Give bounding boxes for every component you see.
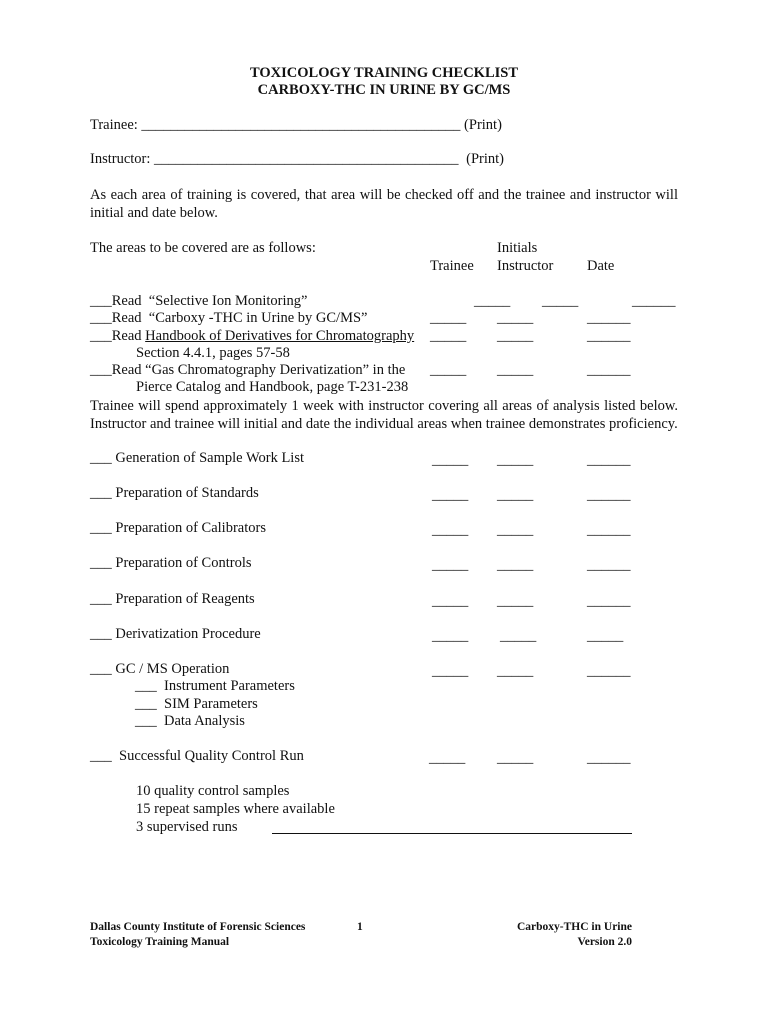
reading-item-1-checkbox[interactable]: ___ xyxy=(90,293,112,309)
sub-item-data-analysis-checkbox[interactable]: ___ xyxy=(135,713,157,729)
reagents-trainee-initials[interactable]: _____ xyxy=(432,593,469,609)
reading-item-3-date[interactable]: ______ xyxy=(587,328,631,344)
qc-requirement-3: 3 supervised runs xyxy=(136,819,238,835)
checklist-item-qc-run: ___ Successful Quality Control Run xyxy=(90,748,304,764)
reading-item-1: ___Read “Selective Ion Monitoring” xyxy=(90,293,308,309)
sub-item-sim-parameters: ___ SIM Parameters xyxy=(135,696,258,712)
footer-manual: Toxicology Training Manual xyxy=(90,936,230,948)
gcms-operation-instructor-initials[interactable]: _____ xyxy=(497,663,534,679)
checklist-item-gcms-operation: ___ GC / MS Operation xyxy=(90,661,230,677)
checklist-item-gcms-operation-checkbox[interactable]: ___ xyxy=(90,661,112,677)
derivatization-instructor-initials[interactable]: _____ xyxy=(500,628,537,644)
checklist-item-reagents-checkbox[interactable]: ___ xyxy=(90,591,112,607)
qc-requirement-2: 15 repeat samples where available xyxy=(136,801,335,817)
sub-item-instrument-parameters-checkbox[interactable]: ___ xyxy=(135,678,157,694)
reading-item-3-trainee-initials[interactable]: _____ xyxy=(430,328,467,344)
checklist-item-derivatization-checkbox[interactable]: ___ xyxy=(90,626,112,642)
checklist-item-standards-checkbox[interactable]: ___ xyxy=(90,485,112,501)
checklist-item-calibrators-checkbox[interactable]: ___ xyxy=(90,520,112,536)
checklist-item-calibrators: ___ Preparation of Calibrators xyxy=(90,520,266,536)
qc-requirement-1: 10 quality control samples xyxy=(136,783,290,799)
work-list-date[interactable]: ______ xyxy=(587,452,631,468)
areas-heading: The areas to be covered are as follows: xyxy=(90,240,316,256)
reading-item-2: ___Read “Carboxy -THC in Urine by GC/MS” xyxy=(90,310,368,326)
reading-item-2-date[interactable]: ______ xyxy=(587,310,631,326)
reading-item-2-instructor-initials[interactable]: _____ xyxy=(497,310,534,326)
reading-item-4-source: Pierce Catalog and Handbook, page T-231-238 xyxy=(136,379,409,395)
instructor-name-field[interactable]: __________________________________________ xyxy=(154,151,459,167)
sub-item-sim-parameters-checkbox[interactable]: ___ xyxy=(135,696,157,712)
gcms-operation-date[interactable]: ______ xyxy=(587,663,631,679)
reading-item-3-checkbox[interactable]: ___ xyxy=(90,328,112,344)
reading-item-1-instructor-initials[interactable]: _____ xyxy=(542,293,579,309)
date-column-header: Date xyxy=(587,258,615,274)
checklist-item-derivatization: ___ Derivatization Procedure xyxy=(90,626,261,642)
reading-item-3: ___Read Handbook of Derivatives for Chromatography xyxy=(90,328,415,344)
trainee-label: Trainee: xyxy=(90,117,138,133)
trainee-name-row xyxy=(90,117,502,134)
work-list-instructor-initials[interactable]: _____ xyxy=(497,452,534,468)
document-title: TOXICOLOGY TRAINING CHECKLIST xyxy=(249,65,519,81)
work-list-trainee-initials[interactable]: _____ xyxy=(432,452,469,468)
derivatization-date[interactable]: _____ xyxy=(587,628,624,644)
derivatization-trainee-initials[interactable]: _____ xyxy=(432,628,469,644)
checklist-item-controls-checkbox[interactable]: ___ xyxy=(90,555,112,571)
document-subtitle: CARBOXY-THC IN URINE BY GC/MS xyxy=(257,82,511,98)
reading-item-3-section: Section 4.4.1, pages 57-58 xyxy=(136,345,290,361)
qc-run-instructor-initials[interactable]: _____ xyxy=(497,750,534,766)
calibrators-trainee-initials[interactable]: _____ xyxy=(432,522,469,538)
reading-item-4: ___Read “Gas Chromatography Derivatization” in the xyxy=(90,362,406,378)
qc-run-date[interactable]: ______ xyxy=(587,750,631,766)
calibrators-instructor-initials[interactable]: _____ xyxy=(497,522,534,538)
reading-item-2-trainee-initials[interactable]: _____ xyxy=(430,310,467,326)
reagents-instructor-initials[interactable]: _____ xyxy=(497,593,534,609)
reading-item-3-instructor-initials[interactable]: _____ xyxy=(497,328,534,344)
footer-version: Version 2.0 xyxy=(577,936,632,948)
reagents-date[interactable]: ______ xyxy=(587,593,631,609)
sub-item-instrument-parameters: ___ Instrument Parameters xyxy=(135,678,295,694)
page-number: 1 xyxy=(357,921,363,933)
checklist-item-standards: ___ Preparation of Standards xyxy=(90,485,259,501)
checklist-item-work-list: ___ Generation of Sample Work List xyxy=(90,450,305,466)
checklist-item-qc-run-checkbox[interactable]: ___ xyxy=(90,748,112,764)
standards-instructor-initials[interactable]: _____ xyxy=(497,487,534,503)
instructor-label: Instructor: xyxy=(90,151,151,167)
reading-item-3-title: Handbook of Derivatives for Chromatography xyxy=(145,328,415,344)
gcms-operation-trainee-initials[interactable]: _____ xyxy=(432,663,469,679)
standards-trainee-initials[interactable]: _____ xyxy=(432,487,469,503)
practical-intro-paragraph: Trainee will spend approximately 1 week with instructor covering all areas of analysis listed below. Instructor and trainee will initial and date the individual areas when trainee demonstrates proficiency. xyxy=(90,398,678,432)
trainee-print-note: (Print) xyxy=(464,117,502,133)
instructor-print-note: (Print) xyxy=(466,151,505,167)
instructor-name-row xyxy=(90,151,504,168)
trainee-name-field[interactable]: ____________________________________________ xyxy=(141,117,461,133)
controls-instructor-initials[interactable]: _____ xyxy=(497,557,534,573)
checklist-item-work-list-checkbox[interactable]: ___ xyxy=(90,450,112,466)
reading-item-4-date[interactable]: ______ xyxy=(587,362,631,378)
controls-date[interactable]: ______ xyxy=(587,557,631,573)
reading-item-4-instructor-initials[interactable]: _____ xyxy=(497,362,534,378)
qc-signature-line[interactable] xyxy=(272,833,632,834)
reading-item-1-date[interactable]: ______ xyxy=(632,293,676,309)
intro-paragraph: As each area of training is covered, that area will be checked off and the trainee and instructor will initial and date below. xyxy=(90,187,678,221)
qc-run-trainee-initials[interactable]: _____ xyxy=(429,750,466,766)
reading-item-2-checkbox[interactable]: ___ xyxy=(90,310,112,326)
reading-item-4-trainee-initials[interactable]: _____ xyxy=(430,362,467,378)
standards-date[interactable]: ______ xyxy=(587,487,631,503)
sub-item-data-analysis: ___ Data Analysis xyxy=(135,713,245,729)
calibrators-date[interactable]: ______ xyxy=(587,522,631,538)
checklist-item-controls: ___ Preparation of Controls xyxy=(90,555,252,571)
footer-document-title: Carboxy-THC in Urine xyxy=(517,921,632,933)
reading-item-1-trainee-initials[interactable]: _____ xyxy=(474,293,511,309)
initials-column-header: Initials xyxy=(497,240,538,256)
instructor-column-header: Instructor xyxy=(497,258,554,274)
checklist-item-reagents: ___ Preparation of Reagents xyxy=(90,591,255,607)
reading-item-4-checkbox[interactable]: ___ xyxy=(90,362,112,378)
trainee-column-header: Trainee xyxy=(430,258,474,274)
footer-institute: Dallas County Institute of Forensic Sciences xyxy=(90,921,306,933)
controls-trainee-initials[interactable]: _____ xyxy=(432,557,469,573)
